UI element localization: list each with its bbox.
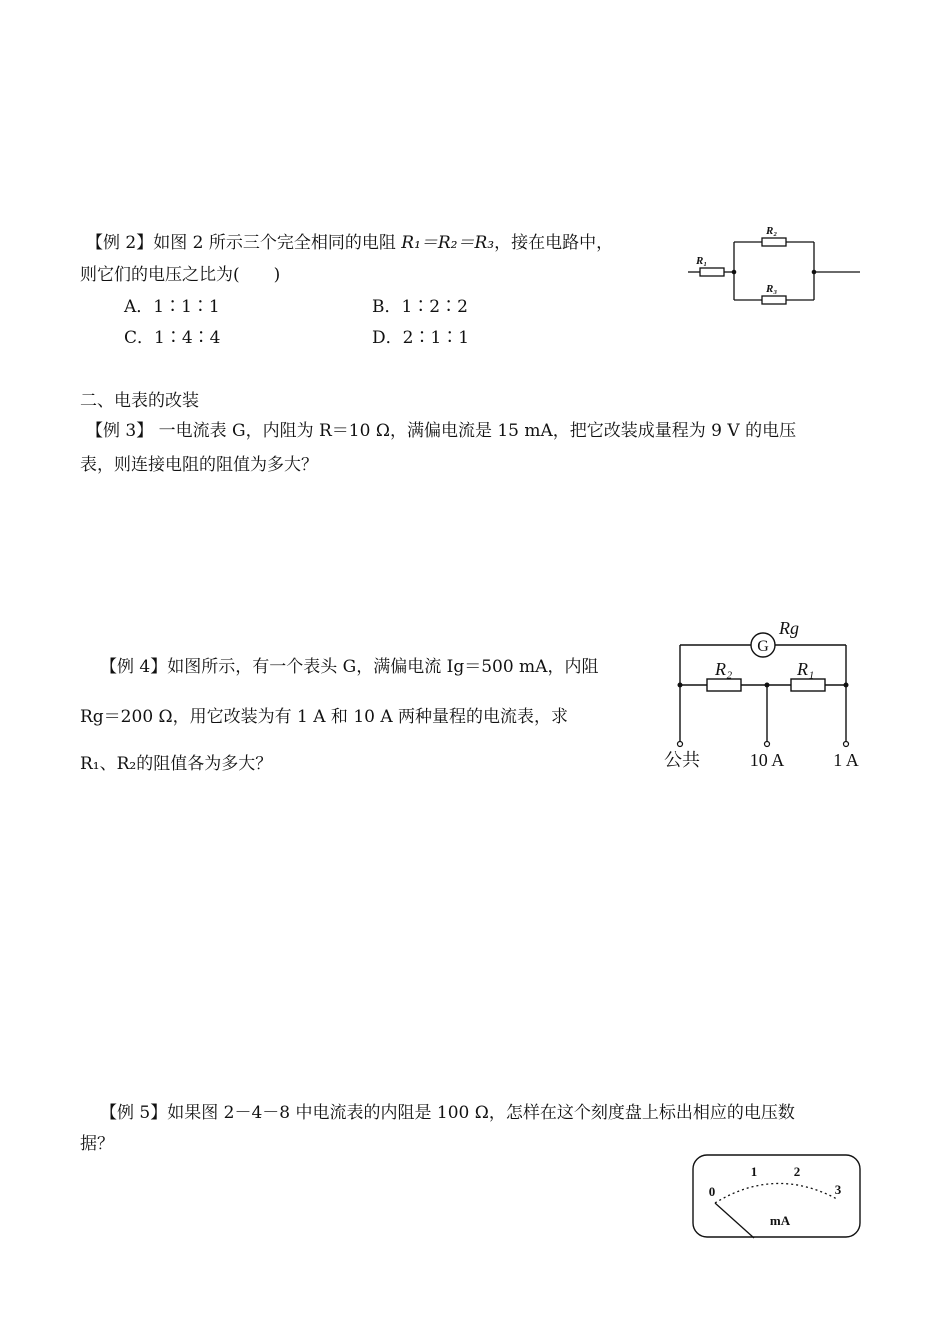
ex4-ammeter-circuit xyxy=(655,612,870,777)
ex4-line3: R₁、R₂的阻值各为多大？ xyxy=(80,754,273,774)
ex2-tag: 【例 2】 xyxy=(86,233,154,253)
ex2-label-r1: R₁ xyxy=(696,255,708,267)
ex4-terminal-common: 公共 xyxy=(664,750,700,770)
ex4-terminal-10a: 10 A xyxy=(749,750,785,770)
ex2-option-d: D．2∶1∶1 xyxy=(372,328,470,348)
ex2-text-b: ，接在电路中， xyxy=(494,233,614,253)
ex5-tick-3: 3 xyxy=(834,1182,842,1197)
ex5-tick-0: 0 xyxy=(708,1184,716,1199)
ex4-line1: 【例 4】如图所示，有一个表头 G，满偏电流 Ig＝500 mA，内阻 xyxy=(100,657,599,677)
ex2-text-a: 如图 2 所示三个完全相同的电阻 xyxy=(153,233,402,253)
ex5-tick-2: 2 xyxy=(793,1164,801,1179)
ex5-line2: 据？ xyxy=(80,1134,114,1154)
ex3-line2: 表，则连接电阻的阻值为多大？ xyxy=(80,455,318,475)
section2-title: 二、电表的改装 xyxy=(80,391,199,411)
ex4-label-rg: Rg xyxy=(779,618,799,638)
ex3-line1: 【例 3】 一电流表 G，内阻为 R＝10 Ω，满偏电流是 15 mA，把它改装成量程为 9 V 的电压 xyxy=(86,421,797,441)
ex2-equation: R₁＝R₂＝R₃ xyxy=(401,233,495,253)
ex2-line2: 则它们的电压之比为( ) xyxy=(80,265,281,285)
ex4-label-r1: R₁ xyxy=(797,659,815,679)
ex2-line1 xyxy=(86,232,613,254)
ex2-label-r2: R₂ xyxy=(766,225,778,237)
ex4-label-r2: R₂ xyxy=(715,659,733,679)
ex4-terminal-1a: 1 A xyxy=(833,750,859,770)
ex2-option-c: C．1∶4∶4 xyxy=(124,328,221,348)
ex5-unit-label: mA xyxy=(769,1213,791,1228)
ex2-circuit-diagram xyxy=(680,220,870,310)
ex2-label-r3: R₃ xyxy=(766,283,778,295)
ex2-option-b: B．1∶2∶2 xyxy=(372,297,468,317)
ex5-tick-1: 1 xyxy=(750,1164,758,1179)
ex4-line2: Rg＝200 Ω，用它改装为有 1 A 和 10 A 两种量程的电流表，求 xyxy=(80,707,569,727)
ex5-meter-dial xyxy=(690,1152,865,1242)
ex4-galvanometer-label: G xyxy=(757,638,769,655)
ex5-line1: 【例 5】如果图 2－4－8 中电流表的内阻是 100 Ω，怎样在这个刻度盘上标出相应的电压数 xyxy=(100,1103,795,1123)
ex2-option-a: A．1∶1∶1 xyxy=(124,297,220,317)
